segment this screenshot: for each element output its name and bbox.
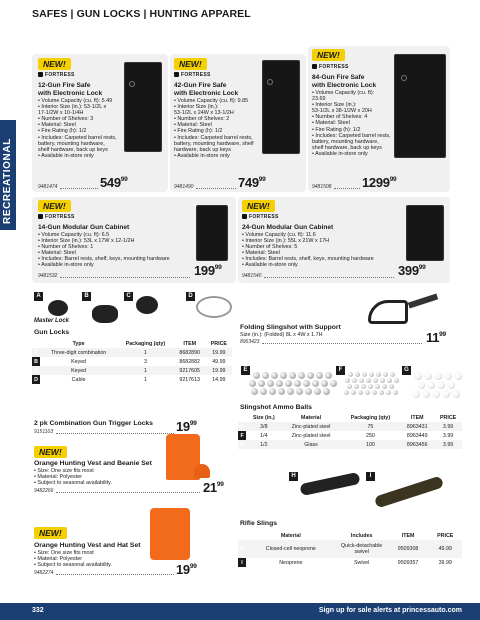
ammo-ball — [278, 388, 285, 395]
ammo-ball — [352, 378, 357, 383]
ammo-ball — [271, 372, 278, 379]
new-badge: NEW! — [34, 527, 67, 539]
spec-list: • Size: One size fits most • Material: Polyester • Subject to seasonal availability. — [34, 550, 154, 568]
section-title: Slingshot Ammo Balls — [240, 404, 312, 411]
table-row: A Three-digit combination 1 8682890 19.99 — [32, 348, 232, 357]
new-badge: NEW! — [174, 58, 207, 70]
brand-logo: Master Lock — [34, 318, 70, 324]
ammo-ball — [383, 372, 388, 377]
new-badge: NEW! — [312, 49, 345, 61]
product-title: 24-Gun Modular Gun Cabinet — [242, 224, 334, 231]
ammo-ball — [330, 380, 337, 387]
table-row: B Keyed 3 8682882 49.99 — [32, 357, 232, 366]
ammo-ball — [355, 372, 360, 377]
gun-lock-image — [48, 300, 68, 316]
price: $21^{99}$ — [203, 480, 224, 495]
table-row: D Cable 1 9217613 14.99 — [32, 375, 232, 384]
label-i: I — [366, 472, 375, 481]
rifle-sling-image — [374, 475, 444, 508]
ammo-ball — [386, 390, 391, 395]
orange-vest-image — [150, 508, 190, 560]
table-row: I Neoprene Swivel 9509357 39.99 — [238, 558, 462, 567]
ammo-ball — [287, 388, 294, 395]
gun-lock-image — [92, 305, 118, 323]
ammo-ball — [325, 372, 332, 379]
cabinet-image — [406, 205, 444, 261]
section-title: Rifle Slings — [240, 520, 278, 527]
brand-logo: FORTRESS — [242, 214, 279, 220]
sku: 9481474 — [38, 184, 58, 190]
ammo-ball — [362, 372, 367, 377]
ammo-ball — [442, 390, 450, 398]
sku: 8963423 — [240, 339, 260, 345]
ammo-ball — [267, 380, 274, 387]
product-title: Orange Hunting Vest and Beanie Set — [34, 460, 152, 467]
ammo-ball — [389, 384, 394, 389]
ammo-ball — [434, 372, 442, 380]
spec-list: • Volume Capacity (cu. ft): 5.49 • Interior Size (in.): 53-1/2L x 17-1/2W x 10-1/4H • Number of Shelves: 3 • Material: Steel • Fire Rating (h): 1/2 • Includes: Carpeted barrel rests, battery, mounting hardware, shelf hardware, back up keys • Available in-store only — [38, 98, 124, 159]
spec-list: • Volume Capacity (cu. ft): 6.5 • Interior Size (in.): 53L x 17W x 12-1/2H • Number of Shelves: 1 • Material: Steel • Includes: Barrel rests, shelf, keys, mounting hardware • Available in-store only — [38, 232, 188, 269]
price: $11^{99}$ — [426, 330, 446, 345]
brand-logo: FORTRESS — [174, 72, 211, 78]
ammo-ball — [382, 384, 387, 389]
ammo-ball — [394, 378, 399, 383]
gun-lock-table: Type Packaging (qty) ITEM PRICE A Three-digit combination 1 8682890 19.99 B Keyed 3 8682882 49.99 C Keyed 1 9217605 19.99 D Cable 1 9217613 14.99 — [32, 340, 232, 384]
brand-logo: FORTRESS — [38, 72, 75, 78]
ammo-ball — [351, 390, 356, 395]
ammo-ball — [452, 390, 460, 398]
ammo-ball — [296, 388, 303, 395]
footer-link[interactable]: Sign up for sale alerts at princessauto.com — [318, 607, 462, 614]
label-f: F — [336, 366, 345, 375]
ammo-ball — [368, 384, 373, 389]
ammo-ball — [316, 372, 323, 379]
price: 1299$^{99}$ — [362, 175, 397, 190]
spec-size: Size (in.): (Folded) 8L x 4W x 1.7H — [240, 332, 323, 338]
ammo-ball — [253, 372, 260, 379]
ammo-ball — [422, 390, 430, 398]
ammo-ball — [354, 384, 359, 389]
safe-image — [262, 60, 300, 154]
sku: 9481532 — [38, 273, 58, 279]
ammo-ball — [323, 388, 330, 395]
ammo-ball — [412, 390, 420, 398]
ammo-ball — [390, 372, 395, 377]
ammo-ball — [260, 388, 267, 395]
price: $19^{99}$ — [176, 562, 197, 577]
ammo-ball — [454, 372, 462, 380]
ammo-ball — [344, 390, 349, 395]
label-b: B — [82, 292, 91, 301]
spec-list: • Volume Capacity (cu. ft): 23.69 • Interior Size (in.): 53-1/2L x 38-1/2W x 20H • Number of Shelves: 4 • Material: Steel • Fire Rating (h): 1/2 • Includes: Carpeted barrel rests, battery, mounting hardware, shelf hardware, back up keys • Available in-store only — [312, 90, 398, 157]
label-a: A — [34, 292, 43, 301]
footer — [0, 603, 480, 620]
ammo-ball — [437, 381, 445, 389]
new-badge: NEW! — [242, 200, 275, 212]
ammo-ball — [269, 388, 276, 395]
table-row: F 1/4 Zinc-plated steel 250 8963449 3.99 — [238, 431, 462, 440]
product-title: Orange Hunting Vest and Hat Set — [34, 542, 141, 549]
ammo-ball — [294, 380, 301, 387]
ammo-ball — [303, 380, 310, 387]
safe-image — [394, 54, 446, 158]
section-title: Gun Locks — [34, 329, 70, 336]
slingshot-image — [362, 294, 446, 328]
product-title: 84-Gun Fire Safe with Electronic Lock — [312, 74, 377, 89]
ammo-ball — [347, 384, 352, 389]
ammo-ball — [345, 378, 350, 383]
new-badge: NEW! — [38, 200, 71, 212]
table-row: E 3/8 Zinc-plated steel 75 8963431 3.99 — [238, 422, 462, 431]
slings-table: Material Includes ITEM PRICE H Closed-cell neoprene Quick-detachable swivel 9509308 49.99 I Neoprene Swivel 9509357 39.99 — [238, 532, 462, 567]
table-row: G 1/2 Glass 100 8963456 3.99 — [238, 440, 462, 449]
ammo-ball — [417, 381, 425, 389]
ammo-ball — [373, 378, 378, 383]
gun-lock-image — [136, 296, 158, 314]
ammo-ball — [298, 372, 305, 379]
sku: 9482274 — [34, 570, 54, 576]
ammo-ball — [414, 372, 422, 380]
ammo-ball — [376, 372, 381, 377]
rifle-sling-image — [299, 472, 360, 496]
ammo-ball — [358, 390, 363, 395]
ammo-ball — [366, 378, 371, 383]
price: $399^{99}$ — [398, 263, 426, 278]
sku: 9151103 — [34, 429, 54, 435]
ammo-ball — [307, 372, 314, 379]
price: $749^{99}$ — [238, 175, 266, 190]
ammo-ball — [427, 381, 435, 389]
ammo-ball — [258, 380, 265, 387]
table-row: C Keyed 1 9217605 19.99 — [32, 366, 232, 375]
ammo-ball — [393, 390, 398, 395]
product-title: 42-Gun Fire Safe with Electronic Lock — [174, 82, 239, 97]
ammo-ball — [249, 380, 256, 387]
ammo-ball — [424, 372, 432, 380]
ammo-ball — [361, 384, 366, 389]
ammo-ball — [251, 388, 258, 395]
ammo-ball — [289, 372, 296, 379]
table-row: H Closed-cell neoprene Quick-detachable swivel 9509308 49.99 — [238, 540, 462, 558]
sku: 9481508 — [312, 184, 332, 190]
spec-list: • Volume Capacity (cu. ft): 11.6 • Interior Size (in.): 55L x 21W x 17H • Number of Shelves: 5 • Material: Steel • Includes: Barrel rests, shelf, keys, mounting hardware • Available in-store only — [242, 232, 402, 269]
brand-logo: FORTRESS — [312, 64, 349, 70]
brand-logo: FORTRESS — [38, 214, 75, 220]
ammo-ball — [372, 390, 377, 395]
ammo-ball — [280, 372, 287, 379]
ammo-ball — [365, 390, 370, 395]
ammo-ball — [312, 380, 319, 387]
cable-lock-image — [196, 296, 232, 318]
ammo-ball — [375, 384, 380, 389]
ammo-ball — [379, 390, 384, 395]
product-title: Folding Slingshot with Support — [240, 324, 341, 331]
ammo-ball — [285, 380, 292, 387]
section-tab: RECREATIONAL — [0, 120, 16, 230]
product-title: 2 pk Combination Gun Trigger Locks — [34, 420, 153, 427]
label-d: D — [186, 292, 195, 301]
ammo-ball — [380, 378, 385, 383]
price: $549^{99}$ — [100, 175, 128, 190]
label-h: H — [289, 472, 298, 481]
ammo-ball — [444, 372, 452, 380]
ammo-ball — [359, 378, 364, 383]
label-e: E — [241, 366, 250, 375]
ammo-ball — [262, 372, 269, 379]
ammo-table: Size (in.) Material Packaging (qty) ITEM PRICE E 3/8 Zinc-plated steel 75 8963431 3.99 F 1/4 Zinc-plated steel 250 8963449 3.99 G 1/2 Glass 100 8963456 3.99 — [238, 414, 462, 449]
beanie-image — [194, 464, 210, 478]
spec-list: • Volume Capacity (cu. ft): 9.85 • Interior Size (in.): 53-1/2L x 24W x 13-1/2H • Number of Shelves: 2 • Material: Steel • Fire Rating (h): 1/2 • Includes: Carpeted barrel rests, battery, mounting hardware, shelf hardware, back up keys • Available in-store only — [174, 98, 264, 159]
ammo-ball — [348, 372, 353, 377]
sku: 9482266 — [34, 488, 54, 494]
ammo-ball — [432, 390, 440, 398]
page-number: 332 — [32, 607, 44, 614]
ammo-ball — [321, 380, 328, 387]
label-g: G — [402, 366, 411, 375]
new-badge: NEW! — [34, 446, 67, 458]
price: $19^{99}$ — [176, 419, 197, 434]
sku: 9481490 — [174, 184, 194, 190]
ammo-ball — [276, 380, 283, 387]
new-badge: NEW! — [38, 58, 71, 70]
ammo-ball — [314, 388, 321, 395]
ammo-ball — [369, 372, 374, 377]
price: $199^{99}$ — [194, 263, 222, 278]
ammo-ball — [447, 381, 455, 389]
sku: 9481540 — [242, 273, 262, 279]
label-c: C — [124, 292, 133, 301]
cabinet-image — [196, 205, 228, 261]
ammo-ball — [387, 378, 392, 383]
safe-image — [124, 62, 162, 152]
product-title: 12-Gun Fire Safe with Electronic Lock — [38, 82, 103, 97]
page-title: SAFES | GUN LOCKS | HUNTING APPAREL — [32, 8, 251, 20]
product-title: 14-Gun Modular Gun Cabinet — [38, 224, 130, 231]
spec-list: • Size: One size fits most • Material: Polyester • Subject to seasonal availability. — [34, 468, 154, 486]
ammo-ball — [305, 388, 312, 395]
